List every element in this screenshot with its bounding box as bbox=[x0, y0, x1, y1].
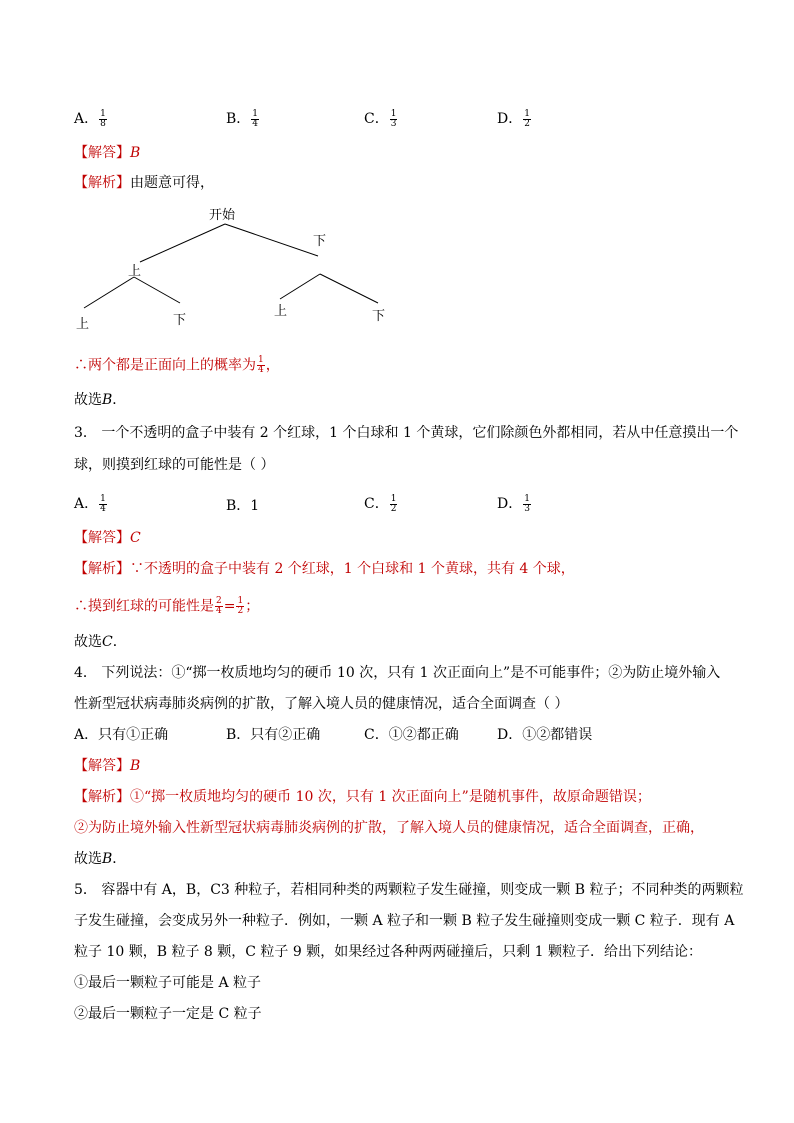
q4-option-d: D．①②都错误 bbox=[497, 727, 593, 743]
q3-option-b: B．1 bbox=[226, 498, 260, 514]
q2-answer bbox=[74, 146, 140, 160]
fraction: $\frac{1}{2}$ bbox=[390, 493, 397, 514]
q5-stem-line1: 5． 容器中有 A，B，C3 种粒子，若相同种类的两颗粒子发生碰撞，则变成一颗 B 粒子；不同种类的两颗粒 bbox=[74, 882, 744, 898]
tree-branch bbox=[140, 224, 225, 262]
analysis-tag: 【解析】 bbox=[74, 175, 130, 191]
fraction: $\frac{1}{2}$ bbox=[524, 108, 530, 129]
q4-option-c: C．①②都正确 bbox=[364, 727, 459, 743]
q4-answer: 【解答】B bbox=[74, 758, 141, 774]
q3-option-c: C． $\frac{1}{2}$ bbox=[364, 493, 397, 514]
fraction: $\frac{2}{4}$ bbox=[216, 596, 222, 616]
q4-stem-line2: 性新型冠状病毒肺炎病例的扩散，了解入境人员的健康情况，适合全面调查（ ） bbox=[74, 696, 569, 712]
tree-node-l2-up: 上 bbox=[274, 304, 288, 319]
q2-analysis bbox=[74, 176, 214, 190]
q3-analysis: 【解析】∵不透明的盒子中装有 2 个红球，1 个白球和 1 个黄球，共有 4 个球， bbox=[74, 561, 575, 577]
option-label: C． bbox=[364, 111, 389, 127]
answer-value: B bbox=[130, 145, 141, 161]
tree-node-l1-down: 下 bbox=[313, 234, 327, 249]
q5-conclusion-1: ①最后一颗粒子可能是 A 粒子 bbox=[74, 975, 262, 991]
fraction: $\frac{1}{3}$ bbox=[524, 493, 530, 514]
q4-option-b: B．只有②正确 bbox=[226, 727, 321, 743]
tree-node-l2-up: 上 bbox=[76, 317, 90, 332]
q3-conclusion: ∴摸到红球的可能性是 $\frac{2}{4}$ = $\frac{1}{2}$ ； bbox=[74, 596, 260, 616]
q3-choose: 故选C． bbox=[74, 634, 127, 650]
fraction: $\frac{1}{3}$ bbox=[390, 108, 397, 129]
tree-node-l2-down: 下 bbox=[372, 309, 386, 324]
q4-option-a: A．只有①正确 bbox=[74, 727, 169, 743]
q5-conclusion-2: ②最后一颗粒子一定是 C 粒子 bbox=[74, 1006, 262, 1022]
q5-stem-line2: 子发生碰撞，会变成另外一种粒子．例如，一颗 A 粒子和一颗 B 粒子发生碰撞则变成一颗 C 粒子．现有 A bbox=[74, 913, 735, 929]
q4-analysis-line1: 【解析】①“掷一枚质地均匀的硬币 10 次，只有 1 次正面向上”是随机事件，故原命题错误； bbox=[74, 789, 651, 805]
tree-node-root: 开始 bbox=[209, 208, 236, 223]
tree-branch bbox=[84, 277, 134, 308]
q2-option-b bbox=[226, 108, 260, 129]
option-label: D． bbox=[497, 111, 523, 127]
q3-stem-line1: 3． 一个不透明的盒子中装有 2 个红球，1 个白球和 1 个黄球，它们除颜色外都相同，若从中任意摸出一个 bbox=[74, 425, 739, 441]
q2-option-d bbox=[497, 108, 532, 129]
q3-answer: 【解答】C bbox=[74, 530, 141, 546]
tree-node-l2-down: 下 bbox=[173, 313, 187, 328]
q3-stem-line2: 球，则摸到红球的可能性是（ ） bbox=[74, 457, 275, 473]
tree-branch bbox=[225, 224, 318, 256]
fraction: $\frac{1}{2}$ bbox=[237, 596, 244, 616]
q4-analysis-line2: ②为防止境外输入性新型冠状病毒肺炎病例的扩散，了解入境人员的健康情况，适合全面调查，正确， bbox=[74, 820, 704, 836]
q2-choose: 故选B． bbox=[74, 392, 127, 408]
q4-stem-line1: 4． 下列说法：①“掷一枚质地均匀的硬币 10 次，只有 1 次正面向上”是不可能事件；②为防止境外输入 bbox=[74, 665, 721, 681]
analysis-text: 由题意可得， bbox=[130, 175, 214, 191]
answer-tag: 【解答】 bbox=[74, 145, 130, 161]
q4-choose: 故选B． bbox=[74, 851, 127, 867]
q5-stem-line3: 粒子 10 颗，B 粒子 8 颗，C 粒子 9 颗，如果经过各种两两碰撞后，只剩 1 颗粒子．给出下列结论： bbox=[74, 944, 703, 960]
q2-option-c bbox=[364, 108, 398, 129]
q3-option-d: D． $\frac{1}{3}$ bbox=[497, 493, 530, 514]
fraction: $\frac{1}{8}$ bbox=[100, 108, 106, 129]
fraction: $\frac{1}{4}$ bbox=[252, 108, 259, 129]
q2-option-a bbox=[74, 108, 108, 129]
q2-conclusion: ∴两个都是正面向上的概率为 $\frac{1}{4}$ ， bbox=[74, 355, 280, 375]
tree-branch bbox=[134, 277, 180, 303]
option-label: A． bbox=[74, 111, 99, 127]
fraction: $\frac{1}{4}$ bbox=[258, 355, 264, 375]
tree-node-l1-up: 上 bbox=[128, 264, 142, 279]
tree-branch bbox=[280, 274, 320, 299]
tree-branch bbox=[320, 274, 378, 303]
fraction: $\frac{1}{4}$ bbox=[100, 493, 106, 514]
probability-tree-diagram bbox=[60, 200, 400, 335]
q3-option-a: A． $\frac{1}{4}$ bbox=[74, 493, 106, 514]
option-label: B． bbox=[226, 111, 251, 127]
